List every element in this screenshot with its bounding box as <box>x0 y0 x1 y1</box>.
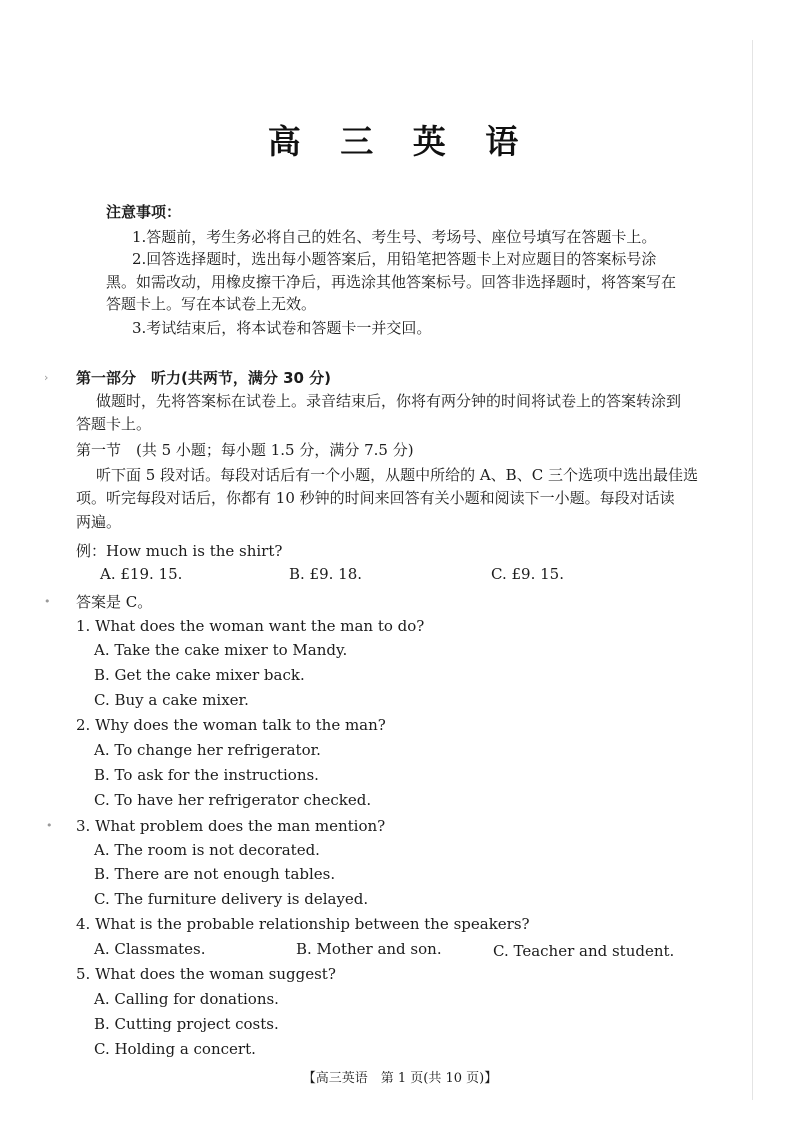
example-answer: 答案是 C。 <box>76 593 153 611</box>
question-option: A. Take the cake mixer to Mandy. <box>94 641 348 659</box>
notice-item: 黑。如需改动，用橡皮擦干净后，再选涂其他答案标号。回答非选择题时，将答案写在 <box>106 273 677 291</box>
example-option-c: C. £9. 15. <box>491 565 564 583</box>
example-question: 例：How much is the shirt? <box>76 542 283 560</box>
part1-instruction: 答题卡上。 <box>76 415 152 433</box>
question-option: C. Holding a concert. <box>94 1040 256 1058</box>
question-option: A. Classmates. <box>94 940 206 958</box>
part1-instruction: 做题时，先将答案标在试卷上。录音结束后，你将有两分钟的时间将试卷上的答案转涂到 <box>96 392 682 410</box>
section1-instruction: 听下面 5 段对话。每段对话后有一个小题，从题中所给的 A、B、C 三个选项中选出最佳选 <box>96 466 698 484</box>
question-option: C. The furniture delivery is delayed. <box>94 890 369 908</box>
question-option: C. Teacher and student. <box>493 942 675 960</box>
question-option: C. To have her refrigerator checked. <box>94 791 372 809</box>
question-stem: 1. What does the woman want the man to do? <box>76 617 425 635</box>
question-option: A. The room is not decorated. <box>94 841 320 859</box>
question-stem: 4. What is the probable relationship between the speakers? <box>76 915 530 933</box>
example-option-a: A. £19. 15. <box>100 565 183 583</box>
notice-item: 1.答题前，考生务必将自己的姓名、考生号、考场号、座位号填写在答题卡上。 <box>132 228 657 246</box>
question-stem: 2. Why does the woman talk to the man? <box>76 716 386 734</box>
section1-heading: 第一节 (共 5 小题；每小题 1.5 分，满分 7.5 分) <box>76 441 414 459</box>
margin-mark: • <box>46 819 53 832</box>
page-edge-line <box>752 40 753 1100</box>
question-option: B. There are not enough tables. <box>94 865 336 883</box>
notice-item: 答题卡上。写在本试卷上无效。 <box>106 295 317 313</box>
margin-mark: › <box>44 371 49 384</box>
question-option: A. To change her refrigerator. <box>94 741 321 759</box>
notice-item: 3.考试结束后，将本试卷和答题卡一并交回。 <box>132 319 432 337</box>
question-option: C. Buy a cake mixer. <box>94 691 249 709</box>
margin-mark: • <box>44 595 51 608</box>
question-stem: 5. What does the woman suggest? <box>76 965 336 983</box>
question-option: B. To ask for the instructions. <box>94 766 319 784</box>
question-option: B. Mother and son. <box>296 940 442 958</box>
page-title: 高 三 英 语 <box>267 122 533 161</box>
page-footer: 【高三英语 第 1 页(共 10 页)】 <box>302 1071 498 1086</box>
section1-instruction: 两遍。 <box>76 513 122 531</box>
question-stem: 3. What problem does the man mention? <box>76 817 386 835</box>
part1-heading: 第一部分 听力(共两节，满分 30 分) <box>76 369 332 387</box>
question-option: A. Calling for donations. <box>94 990 279 1008</box>
question-option: B. Get the cake mixer back. <box>94 666 305 684</box>
question-option: B. Cutting project costs. <box>94 1015 279 1033</box>
notice-heading: 注意事项： <box>106 203 182 221</box>
notice-item: 2.回答选择题时，选出每小题答案后，用铅笔把答题卡上对应题目的答案标号涂 <box>132 250 657 268</box>
section1-instruction: 项。听完每段对话后，你都有 10 秒钟的时间来回答有关小题和阅读下一小题。每段对话读 <box>76 489 675 507</box>
example-option-b: B. £9. 18. <box>289 565 363 583</box>
